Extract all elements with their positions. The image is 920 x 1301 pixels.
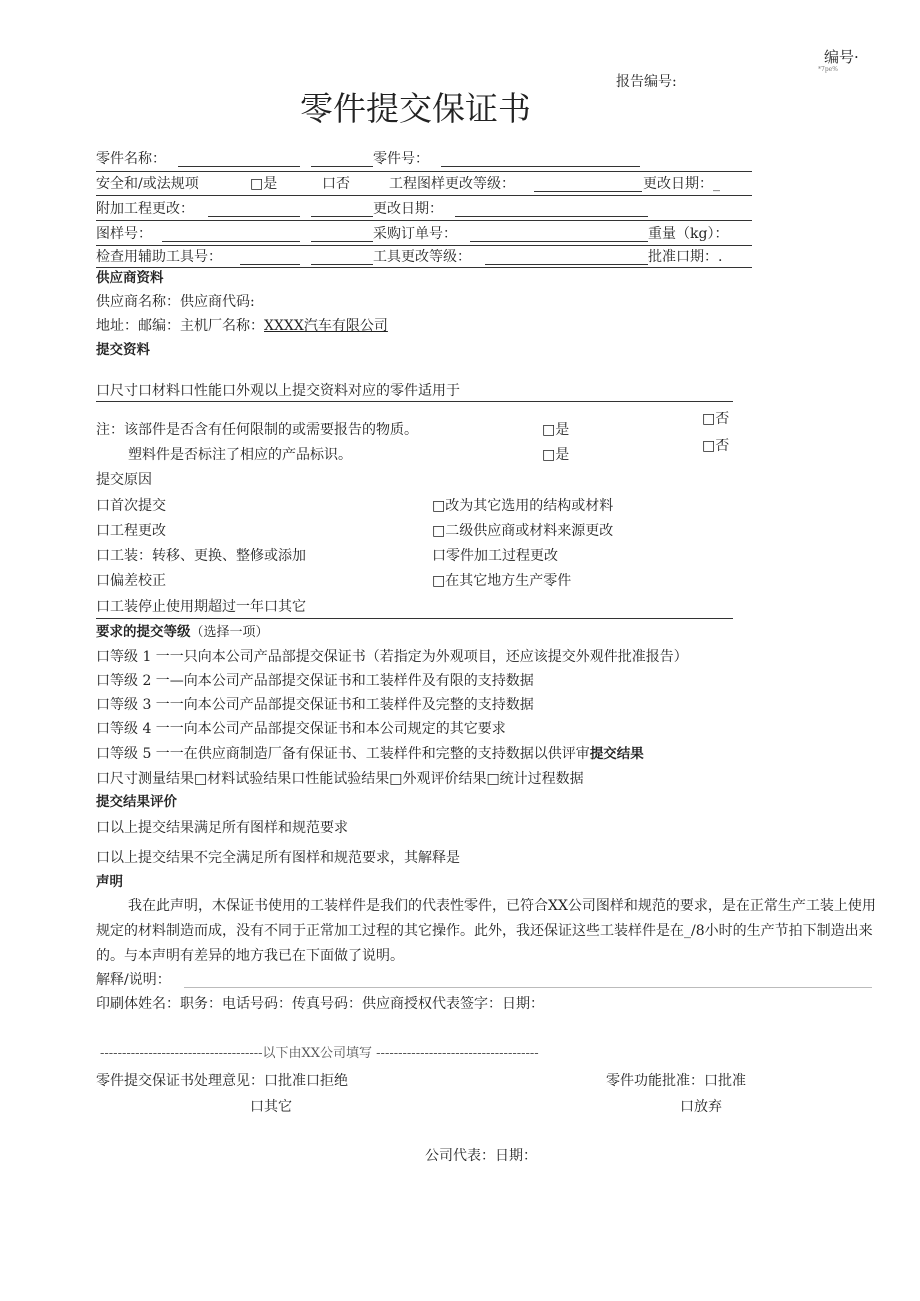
page-title: 零件提交保证书 xyxy=(300,89,531,128)
results-heading: 提交结果 xyxy=(589,746,644,762)
function-approval[interactable]: 零件功能批准：口批准 xyxy=(606,1073,746,1089)
reason-item-last[interactable]: 口工装停止使用期超过一年口其它 xyxy=(96,599,306,615)
change-date-label: 更改日期：_ xyxy=(643,176,720,192)
safety-no-checkbox[interactable]: 口否 xyxy=(322,176,350,192)
report-number-label: 报告编号: xyxy=(616,74,677,90)
safety-label: 安全和/或法规项 xyxy=(96,176,199,192)
drawing-number-field[interactable] xyxy=(162,241,300,242)
other-option[interactable]: 口其它 xyxy=(250,1099,292,1115)
process-opinion[interactable]: 零件提交保证书处理意见：口批准口拒绝 xyxy=(96,1073,348,1089)
evaluation-not-ok[interactable]: 口以上提交结果不完全满足所有图样和规范要求，其解释是 xyxy=(96,850,460,866)
note-plastic-marking: 塑料件是否标注了相应的产品标识。 xyxy=(128,447,352,463)
part-number-field[interactable] xyxy=(441,166,640,167)
drawing-change-level-label: 工程图样更改等级： xyxy=(389,176,515,192)
level-item-5-line xyxy=(96,747,644,762)
change-date-2-label: 更改日期： xyxy=(373,201,443,217)
part-name-label: 零件名称： xyxy=(96,151,166,167)
part-name-field[interactable] xyxy=(178,166,300,167)
gauge-number-field[interactable] xyxy=(240,264,300,265)
drawing-number-field-2[interactable] xyxy=(311,241,373,242)
reason-item[interactable]: □改为其它选用的结构或材料 xyxy=(432,498,614,514)
address-line xyxy=(96,319,388,333)
submission-heading: 提交资料 xyxy=(96,342,150,358)
supplier-heading: 供应商资料 xyxy=(96,270,164,286)
row-divider xyxy=(96,245,752,246)
tool-change-level-label: 工具更改等级： xyxy=(373,249,471,265)
declaration-text: 我在此声明，木保证书使用的工装样件是我们的代表性零件，已符合XX公司图样和规范的要求，是在正常生产工装上使用规定的材料制造而成，没有不同于正常加工过程的其它操作。此外，我还保证这些工装样件是在_/8小时的生产节拍下制造出来的。与本声明有差异的地方我已在下面做了说明。 xyxy=(96,898,876,964)
submission-options[interactable]: 口尺寸口材料口性能口外观以上提交资料对应的零件适用于 xyxy=(96,383,460,399)
part-name-field-2[interactable] xyxy=(311,166,373,167)
declaration-heading: 声明 xyxy=(96,874,123,890)
approval-date-label: 批准口期：. xyxy=(648,249,723,265)
abandon-option[interactable]: 口放弃 xyxy=(680,1099,722,1115)
drawing-change-level-field[interactable] xyxy=(534,191,642,192)
po-number-field[interactable] xyxy=(470,241,648,242)
po-number-label: 采购订单号： xyxy=(373,226,457,242)
tool-change-level-field[interactable] xyxy=(485,264,648,265)
reason-item[interactable]: 口工程更改 xyxy=(96,523,166,539)
reason-item[interactable]: □二级供应商或材料来源更改 xyxy=(432,523,614,539)
row-divider xyxy=(96,267,752,268)
part-number-label: 零件号： xyxy=(373,151,429,167)
reason-item[interactable]: □在其它地方生产零件 xyxy=(432,573,572,589)
note-substances-yes[interactable]: □是 xyxy=(542,422,570,438)
supplier-name-code: 供应商名称：供应商代码: xyxy=(96,294,255,310)
drawing-number-label: 图样号： xyxy=(96,226,152,242)
reason-item[interactable]: 口工装：转移、更换、整修或添加 xyxy=(96,548,306,564)
levels-heading-line xyxy=(96,625,269,640)
explain-label: 解释/说明： xyxy=(96,972,171,988)
level-item[interactable]: 口等级 4 一一向本公司产品部提交保证书和本公司规定的其它要求 xyxy=(96,721,506,737)
levels-heading-note: （选择一项） xyxy=(190,625,269,640)
evaluation-heading: 提交结果评价 xyxy=(96,794,177,810)
company-divider: -------------------------------------以下由XX公司填写 ------------------------------------- xyxy=(100,1046,539,1061)
gauge-number-label: 检查用辅助工具号： xyxy=(96,249,222,265)
row-divider xyxy=(96,195,752,196)
reasons-heading: 提交原因 xyxy=(96,472,152,488)
section-divider xyxy=(96,618,733,619)
note-substances-no[interactable]: □否 xyxy=(702,411,730,427)
serial-label: 编号· xyxy=(824,48,859,66)
results-options[interactable]: 口尺寸测量结果□材料试验结果口性能试验结果□外观评价结果□统计过程数据 xyxy=(96,771,584,787)
level-item[interactable]: 口等级 3 一一向本公司产品部提交保证书和工装样件及完整的支持数据 xyxy=(96,697,534,713)
row-divider xyxy=(96,220,752,221)
reason-item[interactable]: 口零件加工过程更改 xyxy=(432,548,558,564)
row-divider xyxy=(96,171,752,172)
weight-label: 重量（kg）： xyxy=(648,226,729,242)
explain-field[interactable] xyxy=(184,987,872,988)
oem-name: XXXX汽车有限公司 xyxy=(264,318,388,334)
level-item[interactable]: 口等级 2 一—向本公司产品部提交保证书和工装样件及有限的支持数据 xyxy=(96,673,534,689)
extra-eng-change-field-2[interactable] xyxy=(311,216,373,217)
note-plastic-no[interactable]: □否 xyxy=(702,438,730,454)
level-item[interactable]: 口等级 5 一一在供应商制造厂备有保证书、工装样件和完整的支持数据以供评审 xyxy=(96,746,590,762)
note-substances: 注：该部件是否含有任何限制的或需要报告的物质。 xyxy=(96,422,418,438)
reason-item[interactable]: 口首次提交 xyxy=(96,498,166,514)
note-plastic-yes[interactable]: □是 xyxy=(542,447,570,463)
address-prefix: 地址：邮编：主机厂名称： xyxy=(96,318,264,334)
company-rep-date: 公司代表：日期： xyxy=(425,1148,537,1164)
signature-line: 印刷体姓名：职务：电话号码：传真号码：供应商授权代表签字：日期： xyxy=(96,996,544,1012)
safety-yes-checkbox[interactable]: □是 xyxy=(250,176,278,192)
evaluation-ok[interactable]: 口以上提交结果满足所有图样和规范要求 xyxy=(96,820,348,836)
gauge-number-field-2[interactable] xyxy=(311,264,373,265)
extra-eng-change-label: 附加工程更改： xyxy=(96,201,194,217)
serial-small: *7pe% xyxy=(818,66,838,73)
reason-item[interactable]: 口偏差校正 xyxy=(96,573,166,589)
section-divider xyxy=(96,401,733,402)
levels-heading: 要求的提交等级 xyxy=(96,624,191,640)
extra-eng-change-field[interactable] xyxy=(208,216,300,217)
level-item[interactable]: 口等级 1 一一只向本公司产品部提交保证书（若指定为外观项目，还应该提交外观件批准报告） xyxy=(96,649,688,665)
change-date-2-field[interactable] xyxy=(455,216,648,217)
